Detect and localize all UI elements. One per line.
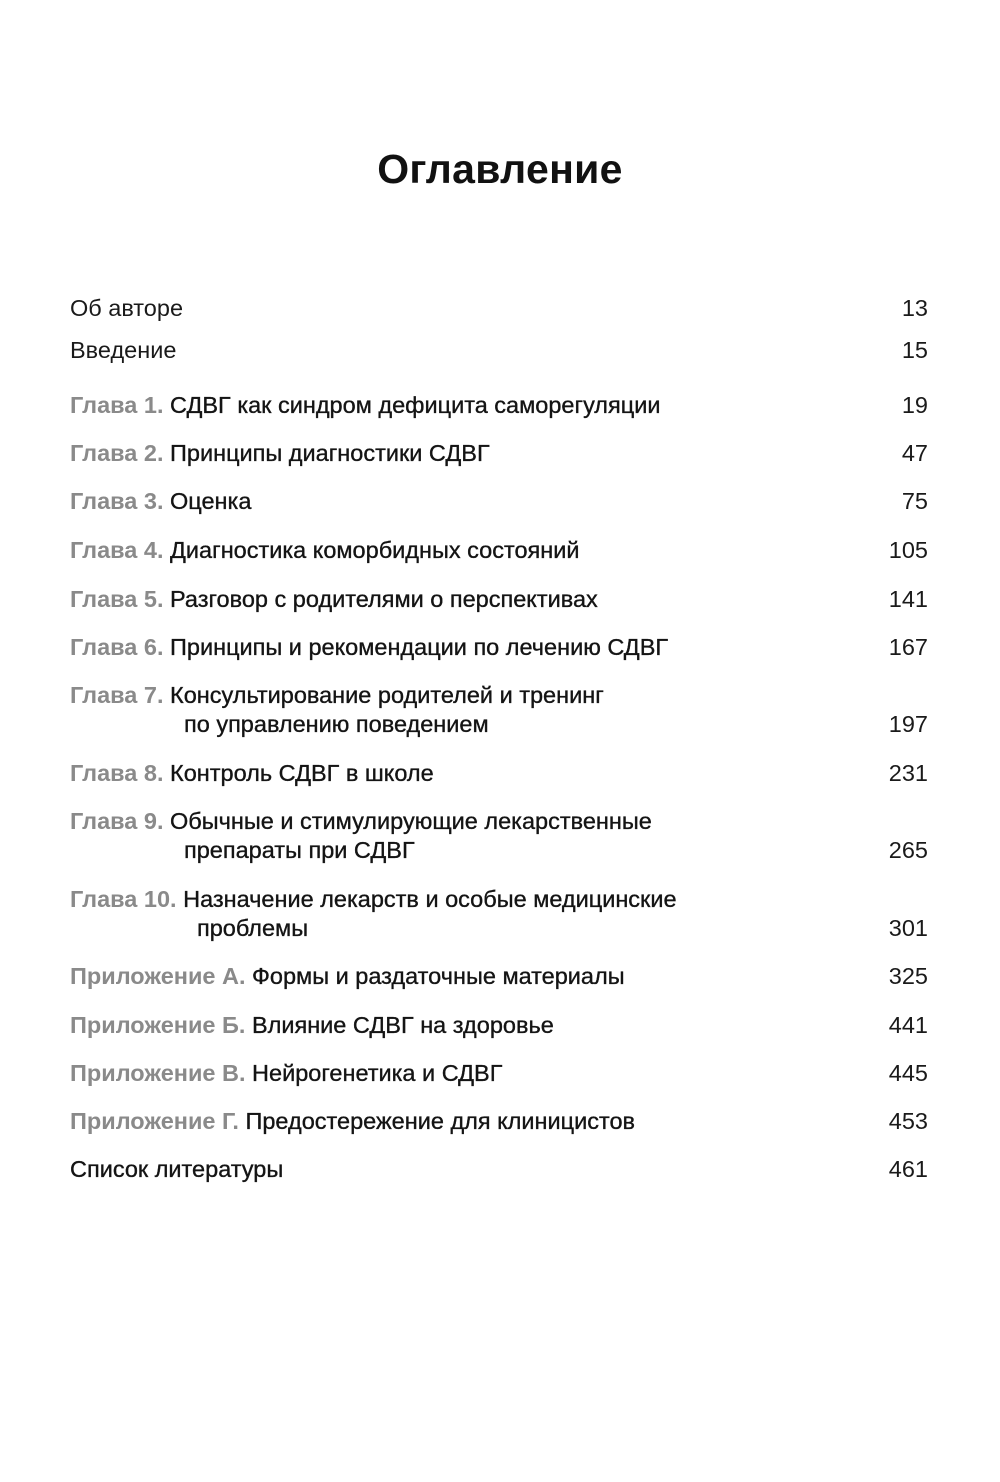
toc-entry-title: СДВГ как синдром дефицита саморегуляции bbox=[170, 392, 661, 418]
toc-entry-chapter-9[interactable] bbox=[70, 807, 928, 865]
toc-entry-title: Контроль СДВГ в школе bbox=[170, 760, 434, 786]
toc-entry-prefix: Глава 1. bbox=[70, 392, 164, 418]
toc-page-number: 47 bbox=[901, 440, 928, 466]
toc-entry-prefix: Приложение Г. bbox=[70, 1108, 239, 1134]
toc-page-number: 15 bbox=[901, 337, 928, 363]
toc-page-number: 19 bbox=[901, 392, 928, 418]
toc-entry-title: Разговор с родителями о перспективах bbox=[170, 586, 598, 612]
toc-entry-title: Нейрогенетика и СДВГ bbox=[252, 1060, 503, 1086]
toc-page-number: 301 bbox=[888, 915, 928, 941]
toc-entry-chapter-2[interactable] bbox=[70, 439, 928, 468]
toc-entry-title: Оценка bbox=[170, 488, 252, 514]
toc-entry-prefix: Глава 10. bbox=[70, 886, 177, 912]
toc-entry-prefix: Глава 2. bbox=[70, 440, 164, 466]
toc-entry-about-author[interactable] bbox=[70, 294, 928, 323]
toc-entry-title: Принципы диагностики СДВГ bbox=[170, 440, 490, 466]
toc-entry-title: Список литературы bbox=[70, 1156, 284, 1182]
toc-entry-prefix: Приложение А. bbox=[70, 963, 246, 989]
toc-entry-chapter-3[interactable] bbox=[70, 487, 928, 516]
toc-entry-title: Назначение лекарств и особые медицинские bbox=[183, 886, 677, 912]
toc-page-number: 441 bbox=[888, 1012, 928, 1038]
toc-entry-title: Формы и раздаточные материалы bbox=[252, 963, 625, 989]
toc-page-number: 13 bbox=[901, 295, 928, 321]
toc-entry-chapter-5[interactable] bbox=[70, 585, 928, 614]
toc-entry-title-continued: препараты при СДВГ bbox=[184, 837, 415, 863]
toc-entry-chapter-1[interactable] bbox=[70, 391, 928, 420]
toc-entry-chapter-10[interactable] bbox=[70, 885, 928, 943]
toc-page-number: 167 bbox=[888, 634, 928, 660]
toc-entry-introduction[interactable] bbox=[70, 336, 928, 365]
toc-entry-title-continued: проблемы bbox=[197, 915, 309, 941]
toc-entry-appendix-v[interactable] bbox=[70, 1059, 928, 1088]
toc-page-number: 75 bbox=[901, 488, 928, 514]
toc-entry-appendix-a[interactable] bbox=[70, 962, 928, 991]
toc-entry-prefix: Глава 4. bbox=[70, 537, 164, 563]
toc-entry-prefix: Глава 5. bbox=[70, 586, 164, 612]
toc-entry-chapter-4[interactable] bbox=[70, 536, 928, 565]
toc-page-number: 453 bbox=[888, 1108, 928, 1134]
toc-entry-prefix: Глава 3. bbox=[70, 488, 164, 514]
toc-entry-title: Консультирование родителей и тренинг bbox=[170, 682, 604, 708]
toc-entry-prefix: Приложение Б. bbox=[70, 1012, 246, 1038]
toc-page-number: 141 bbox=[888, 586, 928, 612]
toc-entry-prefix: Глава 7. bbox=[70, 682, 164, 708]
page-title: Оглавление bbox=[377, 146, 623, 192]
toc-entry-appendix-b[interactable] bbox=[70, 1011, 928, 1040]
toc-entry-prefix: Глава 6. bbox=[70, 634, 164, 660]
toc-page-number: 265 bbox=[888, 837, 928, 863]
toc-page-number: 197 bbox=[888, 711, 928, 737]
toc-page-number: 105 bbox=[888, 537, 928, 563]
toc-entry-title: Обычные и стимулирующие лекарственные bbox=[170, 808, 652, 834]
toc-entry-title: Предостережение для клиницистов bbox=[245, 1108, 636, 1134]
toc-entry-chapter-8[interactable] bbox=[70, 759, 928, 788]
toc-entry-references[interactable] bbox=[70, 1155, 928, 1184]
toc-entry-title: Об авторе bbox=[70, 295, 184, 321]
toc-entry-prefix: Глава 9. bbox=[70, 808, 164, 834]
toc-page-number: 445 bbox=[888, 1060, 928, 1086]
toc-entry-prefix: Приложение В. bbox=[70, 1060, 246, 1086]
toc-entry-title: Диагностика коморбидных состояний bbox=[170, 537, 580, 563]
toc-page-number: 461 bbox=[888, 1156, 928, 1182]
toc-page-number: 325 bbox=[888, 963, 928, 989]
toc-entry-chapter-7[interactable] bbox=[70, 681, 928, 739]
toc-entry-title: Влияние СДВГ на здоровье bbox=[251, 1012, 554, 1038]
toc-entry-chapter-6[interactable] bbox=[70, 633, 928, 662]
toc-entry-title: Введение bbox=[70, 337, 177, 363]
toc-entry-title-continued: по управлению поведением bbox=[184, 711, 489, 737]
toc-entry-title: Принципы и рекомендации по лечению СДВГ bbox=[170, 634, 669, 660]
toc-entry-appendix-g[interactable] bbox=[70, 1107, 928, 1136]
toc-entry-prefix: Глава 8. bbox=[70, 760, 164, 786]
toc-page-number: 231 bbox=[888, 760, 928, 786]
